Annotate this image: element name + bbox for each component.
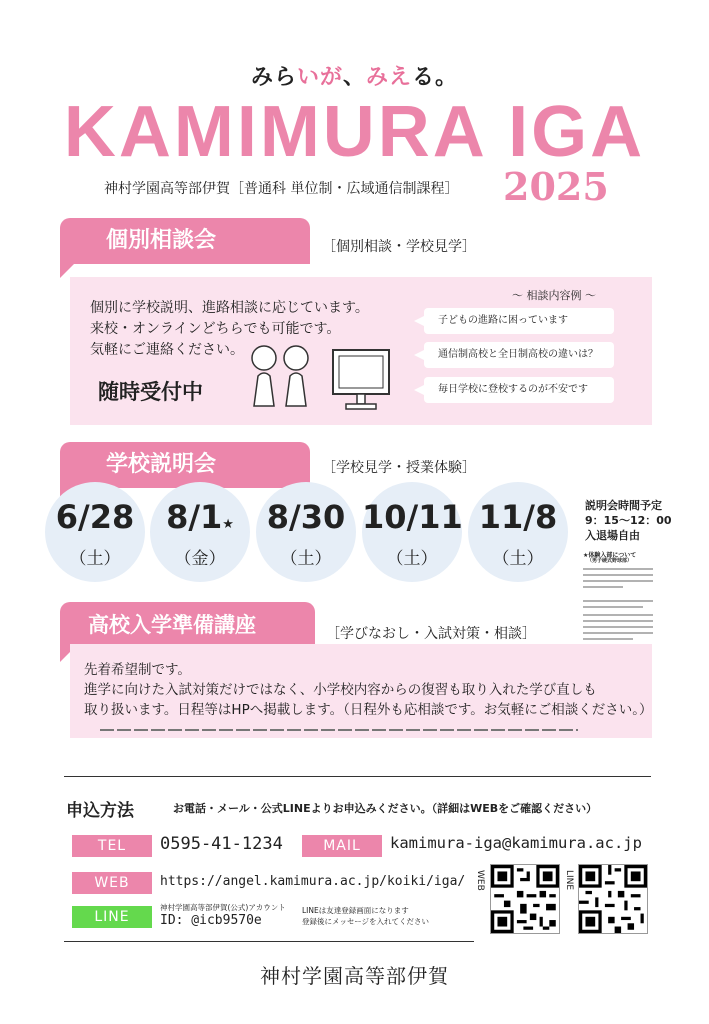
web-qr-code[interactable] bbox=[490, 864, 560, 934]
consultation-line: 個別に学校説明、進路相談に応じています。 bbox=[90, 300, 369, 316]
year: 2025 bbox=[503, 164, 609, 209]
date-value: 6/28 bbox=[55, 498, 135, 536]
tagline-part: いが bbox=[296, 65, 343, 90]
prep-line: 進学に向けた入試対策だけではなく、小学校内容からの復習も取り入れた学び直しも bbox=[84, 682, 597, 698]
divider bbox=[64, 776, 651, 777]
example-text: 毎日学校に登校するのが不安です bbox=[438, 384, 588, 395]
briefing-bracket: ［学校見学・授業体験］ bbox=[322, 460, 476, 476]
line-account: 神村学園高等部伊賀(公式)アカウント bbox=[160, 903, 286, 912]
example-bubble bbox=[424, 308, 614, 334]
consultation-text bbox=[90, 298, 369, 361]
prep-line: 取り扱います。日程等はHPへ掲載します。（日程外も応相談です。お気軽にご相談ください。） bbox=[84, 702, 653, 718]
example-text: 子どもの進路に困っています bbox=[438, 315, 568, 326]
date-text: 8/1 bbox=[166, 498, 223, 536]
tagline-part: みえ bbox=[366, 65, 413, 90]
time-value: 9：15～12：00 bbox=[585, 514, 672, 527]
line-note: 登録後にメッセージを入れてください bbox=[302, 917, 430, 926]
line-note: LINEは友達登録画面になります bbox=[302, 906, 409, 915]
examples-title: ～ 相談内容例 ～ bbox=[512, 289, 596, 302]
example-text: 通信制高校と全日制高校の違いは？ bbox=[438, 349, 598, 360]
briefing-title: 学校説明会 bbox=[106, 452, 217, 477]
date-weekday: （土） bbox=[386, 549, 438, 569]
prep-title: 高校入学準備講座 bbox=[88, 613, 256, 637]
consultation-tab bbox=[60, 218, 310, 264]
fine-print-lines bbox=[583, 566, 655, 646]
web-url[interactable]: https://angel.kamimura.ac.jp/koiki/iga/ bbox=[160, 874, 466, 889]
example-bubble bbox=[424, 377, 614, 403]
example-bubble bbox=[424, 342, 614, 368]
date-value: 10/11 bbox=[362, 498, 463, 536]
date-circle bbox=[45, 482, 145, 582]
footer-school-name: 神村学園高等部伊賀 bbox=[260, 964, 449, 988]
tagline-part: る。 bbox=[412, 65, 459, 90]
date-weekday: （土） bbox=[280, 549, 332, 569]
time-free: 入退場自由 bbox=[585, 529, 640, 542]
consultation-bracket: ［個別相談・学校見学］ bbox=[322, 239, 476, 255]
consultation-title: 個別相談会 bbox=[106, 228, 217, 253]
tagline-part: 、 bbox=[342, 65, 366, 90]
apply-text: お電話・メール・公式LINEよりお申込みください。（詳細はWEBをご確認ください） bbox=[173, 802, 598, 815]
date-value bbox=[150, 498, 250, 536]
date-weekday: （土） bbox=[492, 549, 544, 569]
star-mark: ★ bbox=[222, 517, 234, 532]
school-subtitle: 神村学園高等部伊賀［普通科 単位制・広域通信制課程］ bbox=[104, 181, 459, 197]
trial-note-title: ★体験入部について bbox=[583, 552, 637, 559]
web-label: WEB bbox=[72, 872, 152, 894]
date-circle bbox=[468, 482, 568, 582]
line-label: LINE bbox=[72, 906, 152, 928]
qr-icon bbox=[579, 865, 647, 933]
people-icon bbox=[246, 344, 316, 408]
tagline-part: みら bbox=[250, 65, 297, 90]
brand-title: KAMIMURA IGA bbox=[63, 92, 646, 172]
date-weekday: （土） bbox=[69, 549, 121, 569]
monitor-icon bbox=[330, 348, 392, 412]
mail-address[interactable]: kamimura-iga@kamimura.ac.jp bbox=[390, 834, 642, 852]
prep-line: 先着希望制です。 bbox=[84, 662, 191, 678]
consultation-line: 気軽にご連絡ください。 bbox=[90, 342, 244, 358]
prep-fine-print bbox=[100, 727, 580, 733]
time-title: 説明会時間予定 bbox=[585, 499, 662, 512]
qr-line-label: LINE bbox=[564, 870, 574, 891]
trial-note-sub: （男子硬式野球部） bbox=[587, 558, 633, 564]
date-circle bbox=[362, 482, 462, 582]
apply-title: 申込方法 bbox=[66, 801, 134, 821]
prep-bracket: ［学びなおし・入試対策・相談］ bbox=[326, 626, 536, 642]
date-circle bbox=[256, 482, 356, 582]
mail-label: MAIL bbox=[302, 835, 382, 857]
line-id[interactable]: ID: @icb9570e bbox=[160, 913, 262, 928]
date-circle bbox=[150, 482, 250, 582]
date-value: 8/30 bbox=[266, 498, 346, 536]
date-value: 11/8 bbox=[478, 498, 558, 536]
divider bbox=[64, 941, 474, 942]
tel-label: TEL bbox=[72, 835, 152, 857]
date-weekday: （金） bbox=[174, 549, 226, 569]
line-qr-code[interactable] bbox=[578, 864, 648, 934]
qr-icon bbox=[491, 865, 559, 933]
consultation-line: 来校・オンラインどちらでも可能です。 bbox=[90, 321, 341, 337]
prep-tab bbox=[60, 602, 315, 648]
tel-number[interactable]: 0595-41-1234 bbox=[160, 834, 283, 854]
prep-text bbox=[84, 660, 653, 720]
accept-anytime: 随時受付中 bbox=[98, 380, 203, 404]
qr-web-label: WEB bbox=[475, 870, 485, 891]
tagline bbox=[0, 60, 709, 91]
